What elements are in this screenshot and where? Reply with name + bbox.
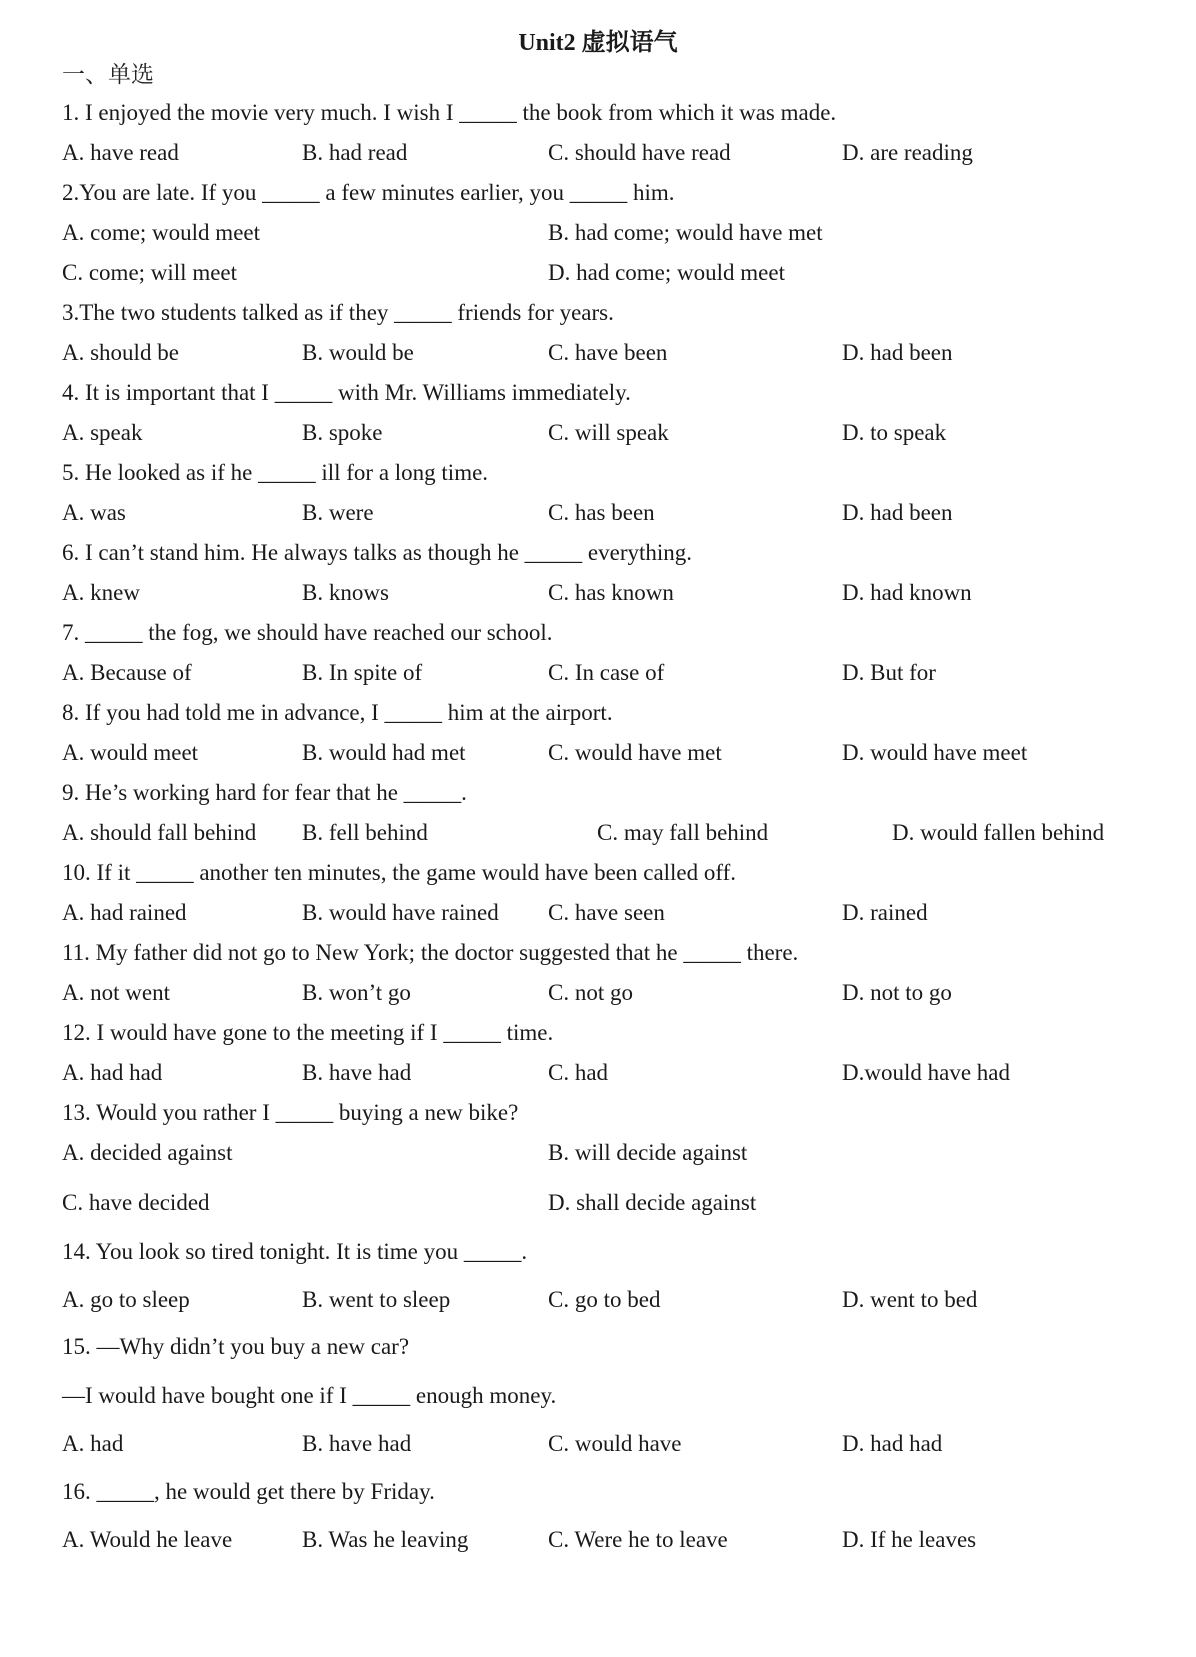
question-16-option-c: C. Were he to leave — [548, 1527, 728, 1552]
question-5-option-c: C. has been — [548, 500, 655, 525]
question-1-stem: 1. I enjoyed the movie very much. I wish I _____ the book from which it was made. — [62, 100, 837, 125]
question-11-option-a: A. not went — [62, 980, 170, 1005]
question-5-stem: 5. He looked as if he _____ ill for a long time. — [62, 460, 489, 485]
question-7-option-a: A. Because of — [62, 660, 192, 685]
question-15-option-a: A. had — [62, 1431, 124, 1456]
question-15-reply: —I would have bought one if I _____ enough money. — [62, 1383, 557, 1408]
question-9-option-b: B. fell behind — [302, 820, 428, 845]
question-10-option-d: D. rained — [842, 900, 928, 925]
question-2-option-c: C. come; will meet — [62, 260, 238, 285]
question-5-option-a: A. was — [62, 500, 126, 525]
question-3-option-b: B. would be — [302, 340, 414, 365]
question-16-option-d: D. If he leaves — [842, 1527, 977, 1552]
question-1-option-a: A. have read — [62, 140, 179, 165]
question-4-option-c: C. will speak — [548, 420, 669, 445]
question-15-option-d: D. had had — [842, 1431, 943, 1456]
question-14-stem: 14. You look so tired tonight. It is time you _____. — [62, 1239, 528, 1264]
question-6-stem: 6. I can’t stand him. He always talks as though he _____ everything. — [62, 540, 693, 565]
question-12-stem: 12. I would have gone to the meeting if I _____ time. — [62, 1020, 554, 1045]
question-11-option-c: C. not go — [548, 980, 633, 1005]
question-9-option-c: C. may fall behind — [597, 820, 769, 845]
question-9-stem: 9. He’s working hard for fear that he _____. — [62, 780, 467, 805]
question-8-option-c: C. would have met — [548, 740, 722, 765]
section-heading: 一、单选 — [62, 62, 154, 88]
question-13-option-c: C. have decided — [62, 1190, 210, 1215]
question-3-option-a: A. should be — [62, 340, 179, 365]
question-3-option-c: C. have been — [548, 340, 668, 365]
question-3-stem: 3.The two students talked as if they _____ friends for years. — [62, 300, 614, 325]
question-11-stem: 11. My father did not go to New York; the doctor suggested that he _____ there. — [62, 940, 799, 965]
question-14-option-a: A. go to sleep — [62, 1287, 190, 1312]
question-2-stem: 2.You are late. If you _____ a few minutes earlier, you _____ him. — [62, 180, 675, 205]
question-15-option-b: B. have had — [302, 1431, 412, 1456]
question-4-option-d: D. to speak — [842, 420, 947, 445]
page-title: Unit2 虚拟语气 — [518, 30, 678, 56]
question-11-option-d: D. not to go — [842, 980, 952, 1005]
question-9-option-d: D. would fallen behind — [892, 820, 1105, 845]
question-15-stem: 15. —Why didn’t you buy a new car? — [62, 1334, 410, 1359]
question-12-option-b: B. have had — [302, 1060, 412, 1085]
question-8-option-b: B. would had met — [302, 740, 466, 765]
question-13-option-d: D. shall decide against — [548, 1190, 757, 1215]
question-7-option-b: B. In spite of — [302, 660, 423, 685]
question-1-option-b: B. had read — [302, 140, 408, 165]
question-13-stem: 13. Would you rather I _____ buying a new bike? — [62, 1100, 519, 1125]
question-5-option-b: B. were — [302, 500, 374, 525]
question-3-option-d: D. had been — [842, 340, 953, 365]
question-11-option-b: B. won’t go — [302, 980, 411, 1005]
question-12-option-a: A. had had — [62, 1060, 163, 1085]
question-12-option-d: D.would have had — [842, 1060, 1010, 1085]
question-14-option-d: D. went to bed — [842, 1287, 978, 1312]
question-14-option-b: B. went to sleep — [302, 1287, 451, 1312]
question-10-stem: 10. If it _____ another ten minutes, the game would have been called off. — [62, 860, 737, 885]
question-6-option-d: D. had known — [842, 580, 972, 605]
question-16-stem: 16. _____, he would get there by Friday. — [62, 1479, 435, 1504]
question-9-option-a: A. should fall behind — [62, 820, 257, 845]
question-10-option-a: A. had rained — [62, 900, 187, 925]
question-6-option-c: C. has known — [548, 580, 674, 605]
question-13-option-b: B. will decide against — [548, 1140, 748, 1165]
question-6-option-b: B. knows — [302, 580, 389, 605]
question-16-option-b: B. Was he leaving — [302, 1527, 469, 1552]
question-10-option-b: B. would have rained — [302, 900, 499, 925]
question-6-option-a: A. knew — [62, 580, 140, 605]
question-8-option-a: A. would meet — [62, 740, 199, 765]
question-2-option-a: A. come; would meet — [62, 220, 261, 245]
question-1-option-d: D. are reading — [842, 140, 973, 165]
question-12-option-c: C. had — [548, 1060, 609, 1085]
question-5-option-d: D. had been — [842, 500, 953, 525]
question-8-stem: 8. If you had told me in advance, I _____ him at the airport. — [62, 700, 613, 725]
question-13-option-a: A. decided against — [62, 1140, 233, 1165]
question-2-option-b: B. had come; would have met — [548, 220, 823, 245]
question-4-stem: 4. It is important that I _____ with Mr. Williams immediately. — [62, 380, 631, 405]
question-7-option-c: C. In case of — [548, 660, 665, 685]
question-4-option-b: B. spoke — [302, 420, 383, 445]
question-4-option-a: A. speak — [62, 420, 143, 445]
question-14-option-c: C. go to bed — [548, 1287, 661, 1312]
question-8-option-d: D. would have meet — [842, 740, 1028, 765]
question-15-option-c: C. would have — [548, 1431, 682, 1456]
question-1-option-c: C. should have read — [548, 140, 731, 165]
question-7-stem: 7. _____ the fog, we should have reached our school. — [62, 620, 553, 645]
question-7-option-d: D. But for — [842, 660, 936, 685]
question-10-option-c: C. have seen — [548, 900, 665, 925]
question-16-option-a: A. Would he leave — [62, 1527, 233, 1552]
question-2-option-d: D. had come; would meet — [548, 260, 785, 285]
